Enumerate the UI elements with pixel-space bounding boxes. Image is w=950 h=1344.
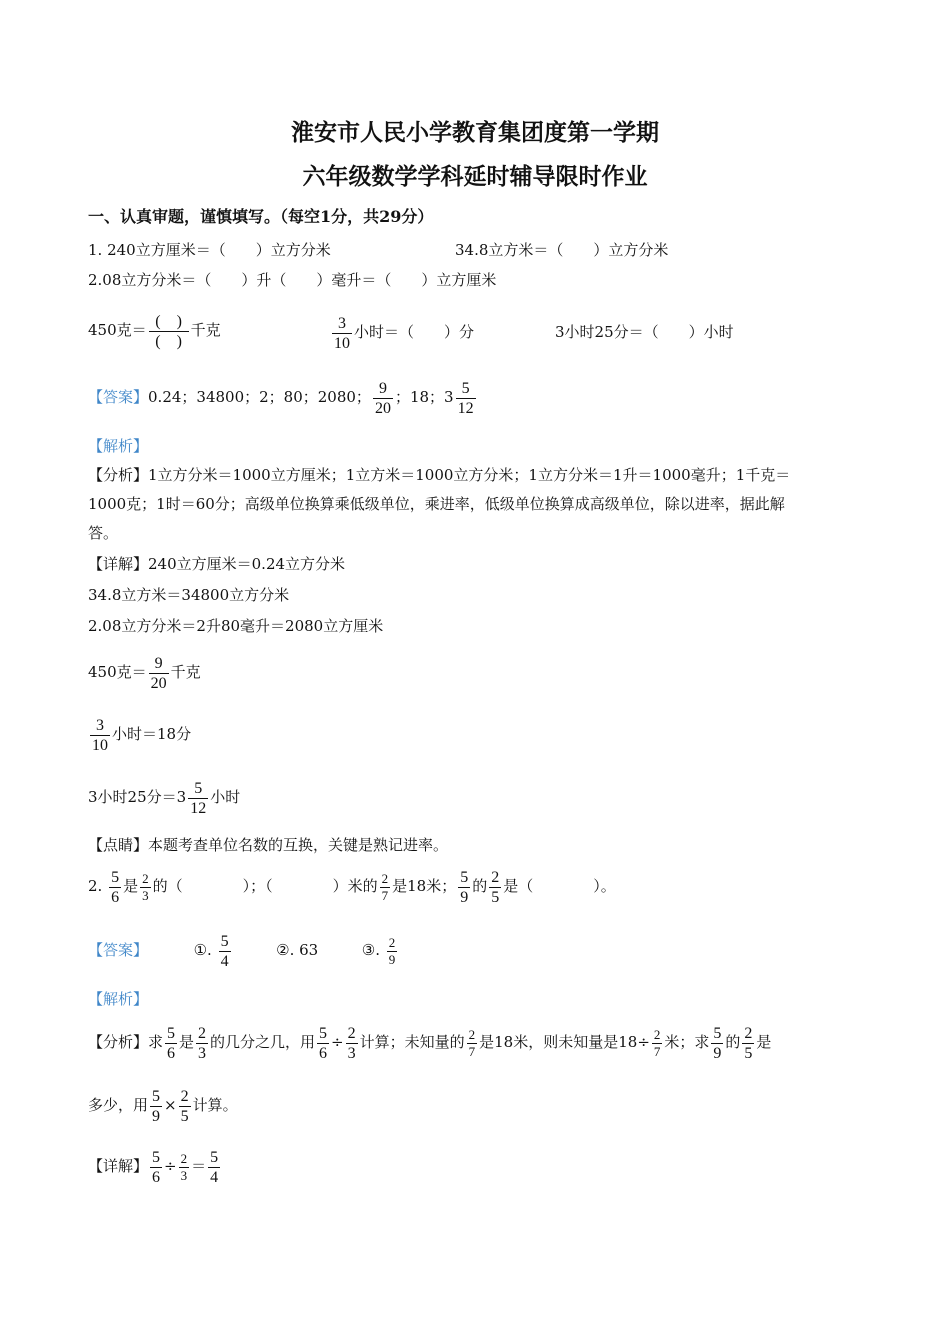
fraction-2-5 xyxy=(742,1024,754,1063)
fraction-3-10 xyxy=(90,716,110,755)
fraction-2-7 xyxy=(467,1027,478,1060)
q2-text-1: 是 xyxy=(123,877,139,895)
denominator: 10 xyxy=(92,736,108,754)
denominator: 9 xyxy=(460,888,469,906)
numerator: 2 xyxy=(142,870,149,886)
numerator: 5 xyxy=(220,932,229,950)
q1-detail-325 xyxy=(88,773,240,821)
numerator: 2 xyxy=(653,1026,661,1042)
q1-row3-a xyxy=(88,303,221,357)
fenxi-text-7: 是 xyxy=(756,1033,772,1051)
doc-title-line2: 六年级数学学科延时辅导限时作业 xyxy=(302,163,648,190)
denominator: 20 xyxy=(150,674,167,692)
q2-answer xyxy=(88,926,399,974)
times-sign: × xyxy=(164,1096,177,1114)
doc-title-line1: 淮安市人民小学教育集团度第一学期 xyxy=(291,119,659,146)
fraction-5-6 xyxy=(150,1148,162,1187)
fraction-2-3 xyxy=(140,871,151,904)
detail-450-post: 千克 xyxy=(170,663,201,681)
numerator: 2 xyxy=(468,1026,476,1042)
q1-fenxi-line2: 1000克；1时＝60分；高级单位换算乘低级单位，乘进率，低级单位换算成高级单位，除以进率，据此解 xyxy=(88,495,785,513)
denominator: 3 xyxy=(347,1044,356,1062)
whole-part: 3 xyxy=(176,788,187,806)
denominator: 6 xyxy=(319,1044,328,1062)
q2-detail xyxy=(88,1142,222,1190)
q2-text-4: 的 xyxy=(472,877,488,895)
q1-analysis-tag: 【解析】 xyxy=(88,437,149,455)
q2-question xyxy=(88,862,616,910)
fraction-2-9 xyxy=(387,935,398,968)
numerator: 3 xyxy=(338,314,346,332)
numerator: 9 xyxy=(154,654,163,672)
denominator: 6 xyxy=(152,1168,161,1186)
numerator: 2 xyxy=(180,1150,188,1166)
numerator: 2 xyxy=(491,868,500,886)
divide-sign: ÷ xyxy=(331,1033,344,1051)
numerator: 2 xyxy=(381,870,389,886)
fraction-9-20 xyxy=(149,654,169,693)
denominator: 4 xyxy=(210,1168,219,1186)
denominator: 6 xyxy=(167,1044,176,1062)
q2-fenxi-line1 xyxy=(88,1018,771,1066)
fenxi-text-1: 是 xyxy=(179,1033,195,1051)
q2-fenxi-line2 xyxy=(88,1081,238,1129)
denominator: 12 xyxy=(457,399,474,417)
fenxi-text-4: 是18米，则未知量是18÷ xyxy=(479,1033,650,1051)
paren-numerator: ( ) xyxy=(155,312,182,330)
line2-post: 计算。 xyxy=(192,1096,238,1114)
answer-mid: ；18； xyxy=(394,388,445,406)
denominator: 4 xyxy=(220,952,229,970)
denominator: 3 xyxy=(180,1167,188,1183)
numerator: 2 xyxy=(180,1087,189,1105)
q1-row3-a-post: 千克 xyxy=(190,321,221,339)
q2-text-3: 是18米； xyxy=(392,877,457,895)
fraction-5-6 xyxy=(317,1024,329,1063)
q1-row3-c: 3小时25分＝（ ）小时 xyxy=(555,323,734,341)
fraction-2-3 xyxy=(346,1024,358,1063)
q1-dianjing: 【点睛】本题考查单位名数的互换，关键是熟记进率。 xyxy=(88,836,449,854)
fenxi-text-5: 米；求 xyxy=(664,1033,710,1051)
denominator: 6 xyxy=(111,888,120,906)
answer-3-label: ③. xyxy=(361,941,380,959)
denominator: 9 xyxy=(388,951,396,967)
denominator: 7 xyxy=(468,1043,476,1059)
q2-label: 2. xyxy=(88,877,103,895)
paren-denominator: ( ) xyxy=(155,332,182,350)
q2-text-2: 的（ ）；（ ）米的 xyxy=(152,877,378,895)
q1-detail-line2: 34.8立方米＝34800立方分米 xyxy=(88,586,290,604)
q1-fenxi-line1: 【分析】1立方分米＝1000立方厘米；1立方米＝1000立方分米；1立方分米＝1升＝1000毫升；1千克＝ xyxy=(88,466,791,484)
fraction-9-20 xyxy=(373,379,393,418)
fraction-5-4 xyxy=(219,932,231,971)
q1-row2: 2.08立方分米＝（ ）升（ ）毫升＝（ ）立方厘米 xyxy=(88,271,497,289)
denominator: 9 xyxy=(713,1044,722,1062)
denominator: 3 xyxy=(198,1044,207,1062)
numerator: 3 xyxy=(96,716,104,734)
answer-tag: 【答案】 xyxy=(88,941,149,959)
answer-2: ②. 63 xyxy=(276,941,319,959)
numerator: 2 xyxy=(198,1024,207,1042)
q1-row3-a-pre: 450克＝ xyxy=(88,321,147,339)
denominator: 5 xyxy=(491,888,500,906)
q1-detail-line1: 【详解】240立方厘米＝0.24立方分米 xyxy=(88,555,346,573)
denominator: 5 xyxy=(180,1107,189,1125)
denominator: 12 xyxy=(190,799,207,817)
mixed-number-3-5-12 xyxy=(176,779,211,817)
fraction-2-5 xyxy=(179,1087,191,1126)
fraction-5-12 xyxy=(188,779,208,818)
detail-pre: 【详解】 xyxy=(88,1157,149,1175)
denominator: 3 xyxy=(142,887,149,903)
q1-row1-b: 34.8立方米＝（ ）立方分米 xyxy=(455,241,669,259)
mixed-number-3-5-12 xyxy=(444,379,478,417)
q1-detail-450 xyxy=(88,648,201,696)
q1-answer xyxy=(88,373,478,421)
numerator: 5 xyxy=(210,1148,219,1166)
numerator: 5 xyxy=(152,1148,161,1166)
numerator: 5 xyxy=(111,868,120,886)
fraction-5-9 xyxy=(458,868,470,907)
q1-detail-310 xyxy=(88,710,191,758)
q1-detail-line3: 2.08立方分米＝2升80毫升＝2080立方厘米 xyxy=(88,617,384,635)
numerator: 9 xyxy=(378,379,387,397)
equals-sign: ＝ xyxy=(191,1157,207,1175)
divide-sign: ÷ xyxy=(164,1157,177,1175)
fraction-5-6 xyxy=(109,868,121,907)
answer-tag: 【答案】 xyxy=(88,388,149,406)
line2-pre: 多少，用 xyxy=(88,1096,149,1114)
q1-fenxi-line3: 答。 xyxy=(88,524,119,542)
denominator: 5 xyxy=(744,1044,753,1062)
detail-325-post: 小时 xyxy=(210,788,241,806)
numerator: 5 xyxy=(194,779,203,797)
fraction-2-7 xyxy=(652,1027,663,1060)
fraction-5-9 xyxy=(711,1024,723,1063)
whole-part: 3 xyxy=(444,388,454,406)
numerator: 2 xyxy=(744,1024,753,1042)
fraction-5-9 xyxy=(150,1087,162,1126)
detail-310-post: 小时＝18分 xyxy=(112,725,192,743)
fraction-5-4 xyxy=(208,1148,220,1187)
fraction-5-6 xyxy=(165,1024,177,1063)
denominator: 9 xyxy=(152,1107,161,1125)
q2-analysis-tag: 【解析】 xyxy=(88,990,149,1008)
fraction-2-7 xyxy=(380,871,391,904)
numerator: 2 xyxy=(388,934,396,950)
fraction-2-3 xyxy=(179,1151,190,1184)
numerator: 2 xyxy=(347,1024,356,1042)
numerator: 5 xyxy=(460,868,469,886)
numerator: 5 xyxy=(461,379,470,397)
denominator: 10 xyxy=(334,334,350,352)
numerator: 5 xyxy=(319,1024,328,1042)
fenxi-pre: 【分析】求 xyxy=(88,1033,164,1051)
fenxi-text-2: 的几分之几，用 xyxy=(210,1033,316,1051)
detail-450-pre: 450克＝ xyxy=(88,663,147,681)
denominator: 7 xyxy=(381,887,389,903)
q2-text-5: 是（ ）。 xyxy=(503,877,616,895)
fraction-2-3 xyxy=(196,1024,208,1063)
detail-325-pre: 3小时25分＝ xyxy=(88,788,177,806)
fraction-2-5 xyxy=(489,868,501,907)
answer-text: 0.24；34800；2；80；2080； xyxy=(148,388,371,406)
fraction-3-10 xyxy=(332,314,352,353)
q1-row3-b xyxy=(330,310,474,354)
answer-1-label: ①. xyxy=(193,941,212,959)
numerator: 5 xyxy=(152,1087,161,1105)
numerator: 5 xyxy=(167,1024,176,1042)
q1-row3-paren-fraction xyxy=(149,312,189,351)
fraction-5-12 xyxy=(456,379,476,418)
denominator: 7 xyxy=(653,1043,661,1059)
numerator: 5 xyxy=(713,1024,722,1042)
denominator: 20 xyxy=(374,399,391,417)
section-heading: 一、认真审题，谨慎填写。（每空1分，共29分） xyxy=(88,207,434,226)
q1-row3-b-post: 小时＝（ ）分 xyxy=(354,323,475,341)
fenxi-text-6: 的 xyxy=(725,1033,741,1051)
q1-row1-a: 1. 240立方厘米＝（ ）立方分米 xyxy=(88,241,331,259)
fenxi-text-3: 计算；未知量的 xyxy=(359,1033,465,1051)
